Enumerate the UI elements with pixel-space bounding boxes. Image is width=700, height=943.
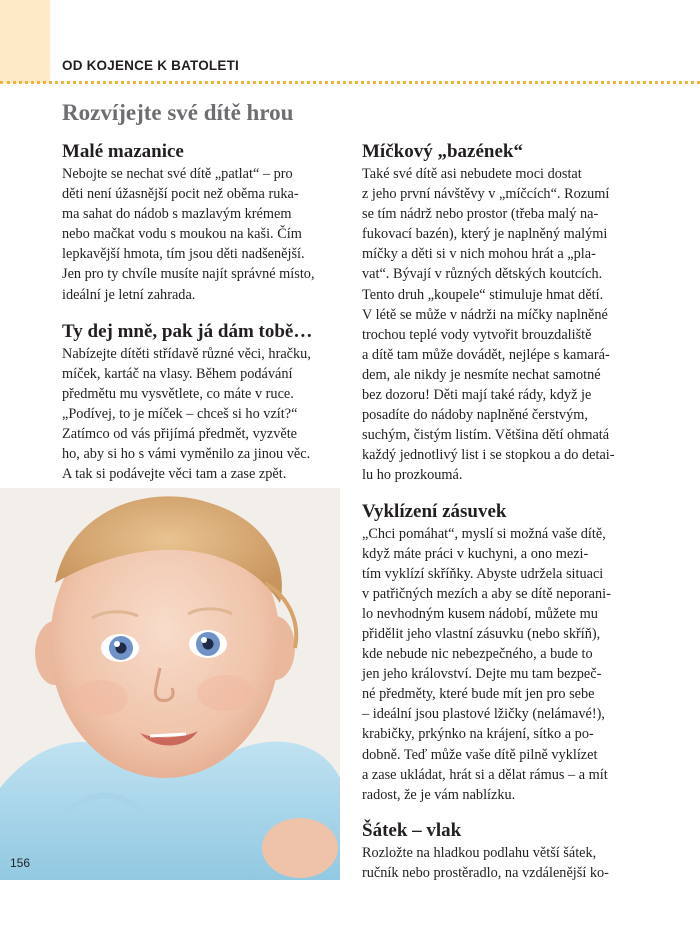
section-body: Také své dítě asi nebudete moci dostat z jeho první návštěvy v „míčcích“. Rozumí se tím nádrž nebo prostor (třeba malý na- fukovací bazén), který je naplněný malými míčky a děti si v nich mohou hrát a „pla- vat“. Bývají v různých dětských koutcích. Tento druh „koupele“ stimuluje hmat dětí. V létě se může v nádrži na míčky naplněné trochou teplé vody vytvořit brouzdaliště a dítě tam může dovádět, nejlépe s kamará- dem, ale nikdy je nesmíte nechat samotné bez dozoru! Děti mají také rády, když je posadíte do nádoby naplněné čerstvým, suchým, čistým listím. Většina dětí ohmatá každý jednotlivý list i se stopkou a do detai- lu ho prozkoumá. [362, 166, 615, 484]
left-column [62, 140, 340, 484]
page-title: Rozvíjejte své dítě hrou [62, 100, 294, 125]
section-mickovy-bazenek [362, 140, 636, 486]
section-body: Nebojte se nechat své dítě „patlat“ – pro děti není úžasnější pocit než oběma ruka- ma sahat do nádob s mazlavým krémem nebo mačkat vodu s moukou na kaši. Čím lepkavější hmota, tím jsou děti nadšenější. Jen pro ty chvíle musíte najít správné místo, ideální je letní zahrada. [62, 166, 315, 303]
section-satek-vlak [362, 819, 636, 883]
page-number: 156 [10, 856, 31, 870]
section-male-mazanice [62, 140, 340, 305]
section-heading: Míčkový „bazének“ [362, 141, 523, 162]
section-heading: Vyklízení zásuvek [362, 500, 507, 522]
section-body: „Chci pomáhat“, myslí si možná vaše dítě, když máte práci v kuchyni, a ono mezi- tím vyklízí skříňky. Abyste udržela situaci v patřičných mezích a aby se dítě neporani- lo nevhodným kusem nádobí, můžete mu přidělit jeho vlastní zásuvku (nebo skříň), kde nebude nic nebezpečného, a bude to jen jeho království. Dejte mu tam bezpeč- né předměty, které bude mít jen pro sebe – ideální jsou plastové lžičky (nelámavé!), krabičky, prkýnko na krájení, sítko a po- dobně. Teď může vaše dítě pilně vyklízet a zase ukládat, hrát si a dělat rámus – a mít radost, že je vám nablízku. [362, 525, 611, 803]
section-vyklizeni-zasuvek [362, 500, 636, 805]
right-column [362, 140, 636, 883]
header-dotted-rule [0, 81, 700, 84]
section-heading: Ty dej mně, pak já dám tobě… [62, 320, 313, 342]
baby-photo [0, 488, 340, 880]
section-heading: Šátek – vlak [362, 819, 462, 841]
section-body: Rozložte na hladkou podlahu větší šátek, ručník nebo prostěradlo, na vzdálenější ko- [362, 844, 609, 881]
section-body: Nabízejte dítěti střídavě různé věci, hračku, míček, kartáč na vlasy. Během podávání předmětu mu vysvětlete, co máte v ruce. „Podívej, to je míček – chceš si ho vzít?“ Zatímco od vás přijímá předmět, vyzvěte ho, aby si ho s vámi vyměnilo za jinou věc. A tak si podávejte věci tam a zase zpět. [62, 345, 311, 483]
section-heading: Malé mazanice [62, 141, 184, 162]
section-ty-dej-mne [62, 320, 340, 485]
running-head: OD KOJENCE K BATOLETI [62, 58, 239, 73]
header-accent-bar [0, 0, 50, 83]
baby-photo-icon [0, 488, 340, 880]
